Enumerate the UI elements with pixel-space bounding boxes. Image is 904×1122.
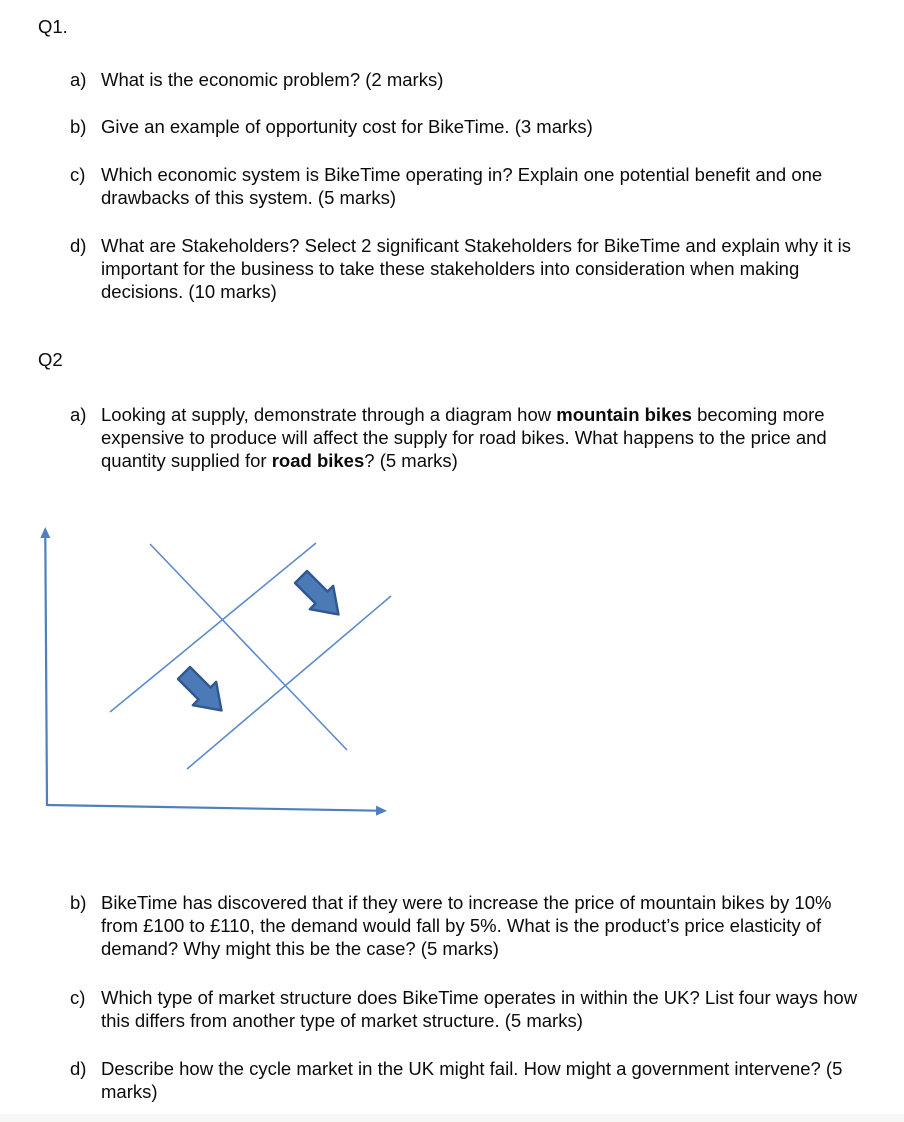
supply-curve-shifted	[187, 596, 391, 769]
q2a-bold-mountain-bikes: mountain bikes	[556, 404, 692, 425]
q1-item-a-label: a)	[70, 69, 87, 90]
q2-item-d-label: d)	[70, 1058, 87, 1079]
q1-item-b-text: Give an example of opportunity cost for BikeTime. (3 marks)	[101, 116, 593, 137]
q2a-text-part: Looking at supply, demonstrate through a diagram how	[101, 404, 557, 425]
q2-item-c-text: Which type of market structure does BikeTime operates in within the UK? List four ways how this differs from another type of market structure. (5 marks)	[101, 987, 858, 1031]
q1-item-a-text: What is the economic problem? (2 marks)	[101, 69, 444, 90]
q1-item-d	[70, 234, 904, 303]
q2-heading: Q2	[38, 349, 63, 370]
q1-item-d-text: What are Stakeholders? Select 2 significant Stakeholders for BikeTime and explain why it is important for the business to take these stakeholders into consideration when making decisions. (10 marks)	[101, 235, 851, 302]
q1-item-d-label: d)	[70, 235, 87, 256]
q2-item-c-label: c)	[70, 987, 86, 1008]
x-axis	[47, 805, 378, 811]
q2a-supply-demand-diagram	[30, 515, 400, 835]
q2-item-b-label: b)	[70, 892, 87, 913]
q1-item-c	[70, 163, 904, 209]
q1-heading: Q1.	[38, 16, 68, 37]
q2-item-d	[70, 1057, 904, 1103]
q2-item-a-label: a)	[70, 404, 87, 425]
q1-item-c-label: c)	[70, 164, 86, 185]
q1-item-a	[70, 68, 904, 91]
q2-item-d-text: Describe how the cycle market in the UK might fail. How might a government intervene? (5 marks)	[101, 1058, 843, 1102]
y-axis	[45, 536, 47, 806]
shift-arrow-upper	[289, 565, 350, 626]
q2-item-a	[70, 403, 904, 472]
q1-item-b	[70, 115, 904, 138]
demand-curve	[150, 544, 347, 750]
supply-demand-diagram-svg	[30, 515, 400, 835]
q2-item-c	[70, 986, 904, 1032]
q2-item-b-text: BikeTime has discovered that if they were to increase the price of mountain bikes by 10% from £100 to £110, the demand would fall by 5%. What is the product’s price elasticity of demand? Why might this be the case? (5 marks)	[101, 892, 832, 959]
q2-item-a-text	[101, 403, 871, 472]
shift-arrow-lower	[172, 661, 233, 722]
page-bottom-strip	[0, 1114, 904, 1122]
q2a-text-part: ? (5 marks)	[364, 450, 458, 471]
q1-item-c-text: Which economic system is BikeTime operating in? Explain one potential benefit and one drawbacks of this system. (5 marks)	[101, 164, 823, 208]
q2a-bold-road-bikes: road bikes	[271, 450, 365, 471]
q2-item-b	[70, 891, 904, 960]
q1-item-b-label: b)	[70, 116, 87, 137]
q2a-text-part: becoming more expensive to produce will affect the supply for road bikes. What happens to the price and quantity supplied for	[101, 404, 827, 471]
